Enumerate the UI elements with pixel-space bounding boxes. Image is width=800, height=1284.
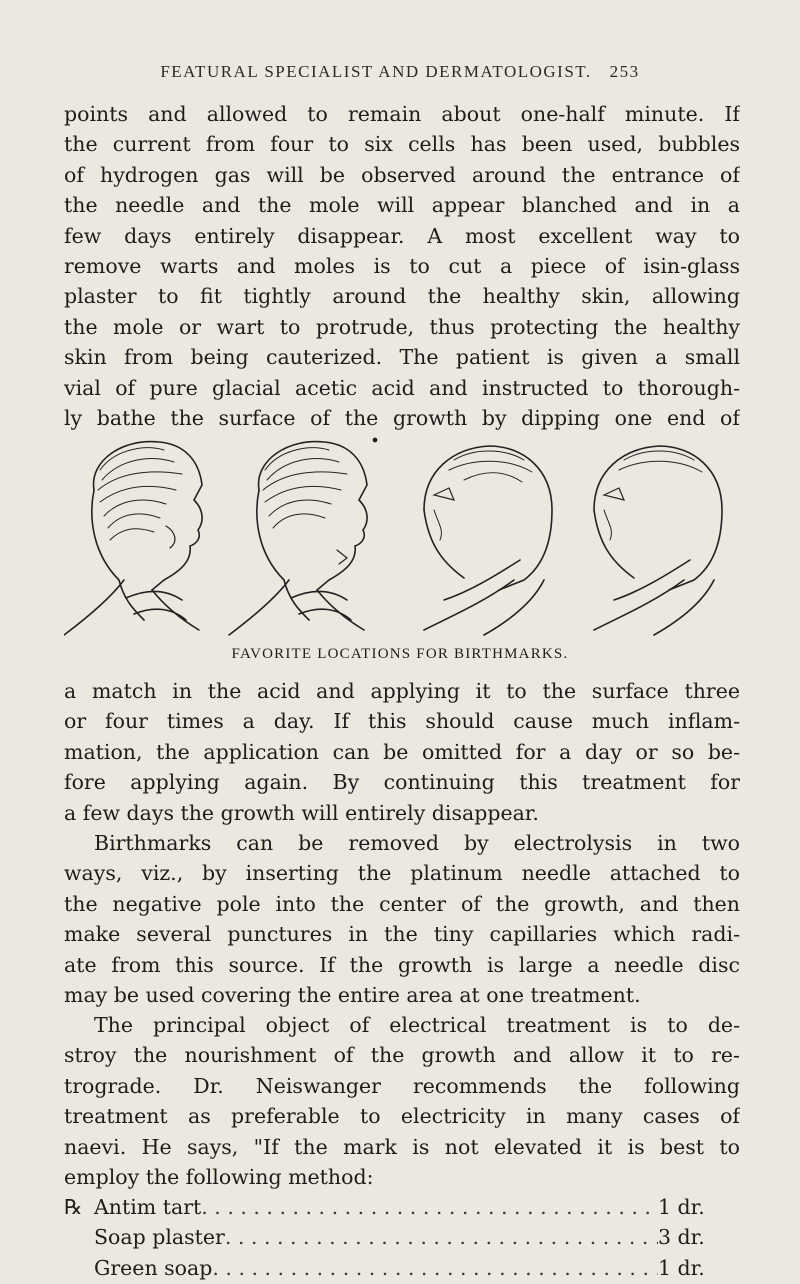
birthmark-figure (64, 430, 740, 644)
text-line: or four times a day. If this should cause much inflam- (64, 709, 740, 734)
text-line: Birthmarks can be removed by electrolysis in two (94, 831, 740, 855)
ingredient-quantity: 1 dr. (658, 1255, 705, 1280)
text-line: the current from four to six cells has been used, bubbles (64, 132, 740, 157)
recipe-symbol: ℞ (64, 1195, 83, 1219)
ingredient-quantity: 1 dr. (658, 1195, 705, 1219)
head-illustration-2 (229, 438, 377, 635)
text-line: ate from this source. If the growth is large a needle disc (64, 952, 740, 977)
prescription-row (64, 1192, 740, 1222)
text-line: ways, viz., by inserting the platinum needle attached to (64, 861, 740, 886)
text-line: make several punctures in the tiny capillaries which radi- (64, 922, 740, 947)
text-line: trograde. Dr. Neiswanger recommends the following (64, 1073, 740, 1098)
page-number: 253 (609, 62, 640, 81)
dot-leader (212, 1253, 658, 1283)
text-line: vial of pure glacial acetic acid and instructed to thorough- (64, 375, 740, 400)
text-line: of hydrogen gas will be observed around the entrance of (64, 162, 740, 187)
prescription-row (64, 1253, 740, 1283)
text-line: a few days the growth will entirely disappear. (64, 800, 539, 825)
text-line: the mole or wart to protrude, thus protecting the healthy (64, 314, 740, 339)
text-line: remove warts and moles is to cut a piece of isin-glass (64, 253, 740, 278)
dot-leader (225, 1222, 658, 1252)
text-line: a match in the acid and applying it to the surface three (64, 679, 740, 703)
text-line: mation, the application can be omitted for a day or so be- (64, 739, 740, 764)
paragraph-2 (64, 676, 740, 828)
head-profiles-illustration (64, 430, 740, 644)
text-line: plaster to fit tightly around the healthy skin, allowing (64, 284, 740, 309)
figure-caption: FAVORITE LOCATIONS FOR BIRTHMARKS. (231, 646, 569, 662)
ingredient-name: Green soap (94, 1255, 213, 1280)
dot-leader (201, 1192, 658, 1222)
text-line: skin from being cauterized. The patient is given a small (64, 345, 740, 370)
text-line: points and allowed to remain about one-half minute. If (64, 102, 740, 126)
ingredient-quantity: 3 dr. (658, 1225, 705, 1250)
text-line: few days entirely disappear. A most excellent way to (64, 223, 740, 248)
prescription-row (64, 1222, 740, 1252)
paragraph-4 (64, 1010, 740, 1192)
paragraph-3 (64, 828, 740, 1010)
text-line: fore applying again. By continuing this treatment for (64, 770, 740, 795)
ingredient-name: Soap plaster (94, 1225, 225, 1250)
text-line: treatment as preferable to electricity in many cases of (64, 1104, 740, 1129)
text-line: may be used covering the entire area at one treatment. (64, 982, 641, 1007)
text-line: ly bathe the surface of the growth by dipping one end of (64, 405, 740, 430)
head-illustration-1 (64, 442, 202, 635)
head-illustration-3 (424, 446, 552, 635)
running-title: FEATURAL SPECIALIST AND DERMATOLOGIST. (160, 62, 592, 81)
text-line: employ the following method: (64, 1164, 374, 1189)
running-header (0, 62, 800, 82)
head-illustration-4 (594, 446, 722, 635)
text-line: naevi. He says, "If the mark is not elevated it is best to (64, 1134, 740, 1159)
text-line: the negative pole into the center of the growth, and then (64, 891, 740, 916)
paragraph-1 (64, 99, 740, 433)
text-line: the needle and the mole will appear blanched and in a (64, 193, 740, 218)
text-line: The principal object of electrical treatment is to de- (94, 1013, 740, 1037)
prescription-list (64, 1192, 740, 1283)
ingredient-name: Antim tart (94, 1195, 202, 1219)
text-line: stroy the nourishment of the growth and allow it to re- (64, 1043, 740, 1068)
